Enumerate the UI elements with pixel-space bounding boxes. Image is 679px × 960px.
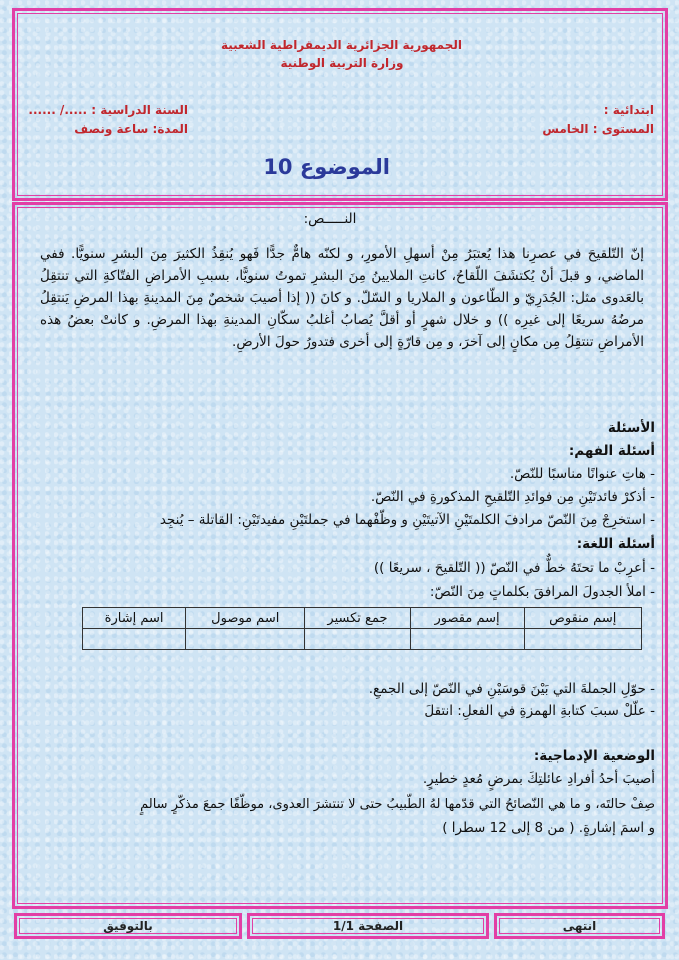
table-answer-cell[interactable] xyxy=(83,629,186,650)
table-header-cell: اسم موصول xyxy=(186,608,305,629)
comprehension-q1-text: هاتِ عنوانًا مناسبًا للنّصّ. xyxy=(509,466,646,482)
comprehension-q3-text: استخرِجْ مِنَ النّصّ مرادفَ الكلمتَيْنِ الآتيتَيْنِ و وظّفْهما في جملتَيْنِ مفيدتَيْنِ: القاتلة – يُنجِد xyxy=(159,512,646,528)
footer-luck: بالتوفيق xyxy=(103,919,153,933)
text-heading: النـــــص: xyxy=(303,211,357,227)
comprehension-q1: - هاتِ عنوانًا مناسبًا للنّصّ. xyxy=(509,466,655,482)
integration-line-2: صِفْ حالتَه، و ما هي النّصائحُ التي قدّمها لهُ الطّبيبُ حتى لا تنتشرَ العدوى، موظّفًا جمعَ مذكّرٍ سالمٍ xyxy=(140,797,655,812)
language-q2-text: املأ الجدولَ المرافقَ بكلماتٍ مِنَ النّصّ: xyxy=(429,584,646,600)
ministry-title: وزارة التربية الوطنية xyxy=(280,56,404,70)
duration-label: المدة: ساعة ونصف xyxy=(74,122,188,136)
language-q3: - حوّلِ الجملةَ التي بَيْنَ قوسَيْنِ في النّصّ إلى الجمعِ. xyxy=(368,681,655,697)
integration-title: الوضعية الإدماجية: xyxy=(533,748,655,764)
questions-title: الأسئلة xyxy=(607,420,655,436)
comprehension-title: أسئلة الفهم: xyxy=(568,443,655,459)
footer-end: انتهى xyxy=(562,919,597,933)
language-q1: - أعرِبْ ما تحتَهُ خطٌّ في النّصّ (( التّلقيحَ ، سريعًا )) xyxy=(373,560,655,576)
language-title: أسئلة اللغة: xyxy=(576,536,655,552)
language-q4-text: علّلْ سببَ كتابةِ الهمزةِ في الفعلِ: انتقلَ xyxy=(424,703,646,719)
table-answer-cell[interactable] xyxy=(410,629,524,650)
table-header-row xyxy=(83,608,642,629)
integration-line-3: و اسمَ إشارةٍ. ( من 8 إلى 12 سطرا ) xyxy=(442,820,655,836)
language-q3-text: حوّلِ الجملةَ التي بَيْنَ قوسَيْنِ في النّصّ إلى الجمعِ. xyxy=(368,681,646,697)
table-answer-cell[interactable] xyxy=(305,629,410,650)
language-q2: - املأ الجدولَ المرافقَ بكلماتٍ مِنَ النّصّ: xyxy=(429,584,655,600)
table-header-cell: إسم منقوص xyxy=(524,608,641,629)
republic-title: الجمهورية الجزائرية الديمقراطية الشعبية xyxy=(220,38,462,52)
table-answer-cell[interactable] xyxy=(524,629,641,650)
topic-title: الموضوع 10 xyxy=(263,155,390,179)
school-label: ابتدائية : xyxy=(603,103,654,117)
level-label: المستوى : الخامس xyxy=(542,122,654,136)
comprehension-q2-text: أذكرْ فائدتَيْنِ مِن فوائدِ التّلقيحِ المذكورةِ في النّصّ. xyxy=(370,489,646,505)
comprehension-q2: - أذكرْ فائدتَيْنِ مِن فوائدِ التّلقيحِ المذكورةِ في النّصّ. xyxy=(370,489,655,505)
word-table xyxy=(82,607,642,650)
integration-line-1: أصيبَ أحدُ أفرادِ عائلتِكَ بمرضٍ مُعدٍ خطيرٍ. xyxy=(422,771,655,787)
table-header-cell: اسم إشارة xyxy=(83,608,186,629)
table-answer-cell[interactable] xyxy=(186,629,305,650)
footer-page: الصفحة 1/1 xyxy=(332,919,404,933)
school-year-label: السنة الدراسية : ...../ ...... xyxy=(28,103,188,117)
language-q1-text: أعرِبْ ما تحتَهُ خطٌّ في النّصّ (( التّلقيحَ ، سريعًا )) xyxy=(373,560,646,576)
table-header-cell: إسم مقصور xyxy=(410,608,524,629)
language-q4: - علّلْ سببَ كتابةِ الهمزةِ في الفعلِ: انتقلَ xyxy=(424,703,655,719)
table-header-cell: جمع تكسير xyxy=(305,608,410,629)
text-paragraph: إنّ التّلقيحَ في عصرِنا هذا يُعتبَرُ مِنْ أسهلِ الأمورِ، و لكنّه هامٌّ جدًّا فَهو يُنقِذُ الكثيرَ مِنَ البشرِ سنويًّا. ففي الماضي، و قبلَ أنْ يُكتشَفَ اللّقاحُ، كانتِ الملايينُ مِنَ البشرِ تموتُ سنويًّا، بسببِ الأمراضِ الفتّاكةِ التي تنتقِلُ بالعَدوى مثل: الجُدَرِيّ و الطّاعون و الملاريا و السّلّ. و كانَ (( إذا أصيبَ شخصٌ مِنَ المدينةِ بهذا المرضِ يَنتقِلُ مرضُهُ سريعًا إلى غيرِه )) و خلال شهرٍ أو أقلَّ يُصابُ أغلبُ سكّانِ المدينةِ بهذا المرضِ. و كانتْ بعضُ هذه الأمراضِ تنتقِلُ مِن مكانٍ إلى آخرَ، و مِن قارّةٍ إلى أخرى فتدورُ حولَ الأرضِ. xyxy=(40,246,644,350)
comprehension-q3: - استخرِجْ مِنَ النّصّ مرادفَ الكلمتَيْنِ الآتيتَيْنِ و وظّفْهما في جملتَيْنِ مفيدتَيْنِ: القاتلة – يُنجِد xyxy=(159,512,655,528)
table-answer-row xyxy=(83,629,642,650)
